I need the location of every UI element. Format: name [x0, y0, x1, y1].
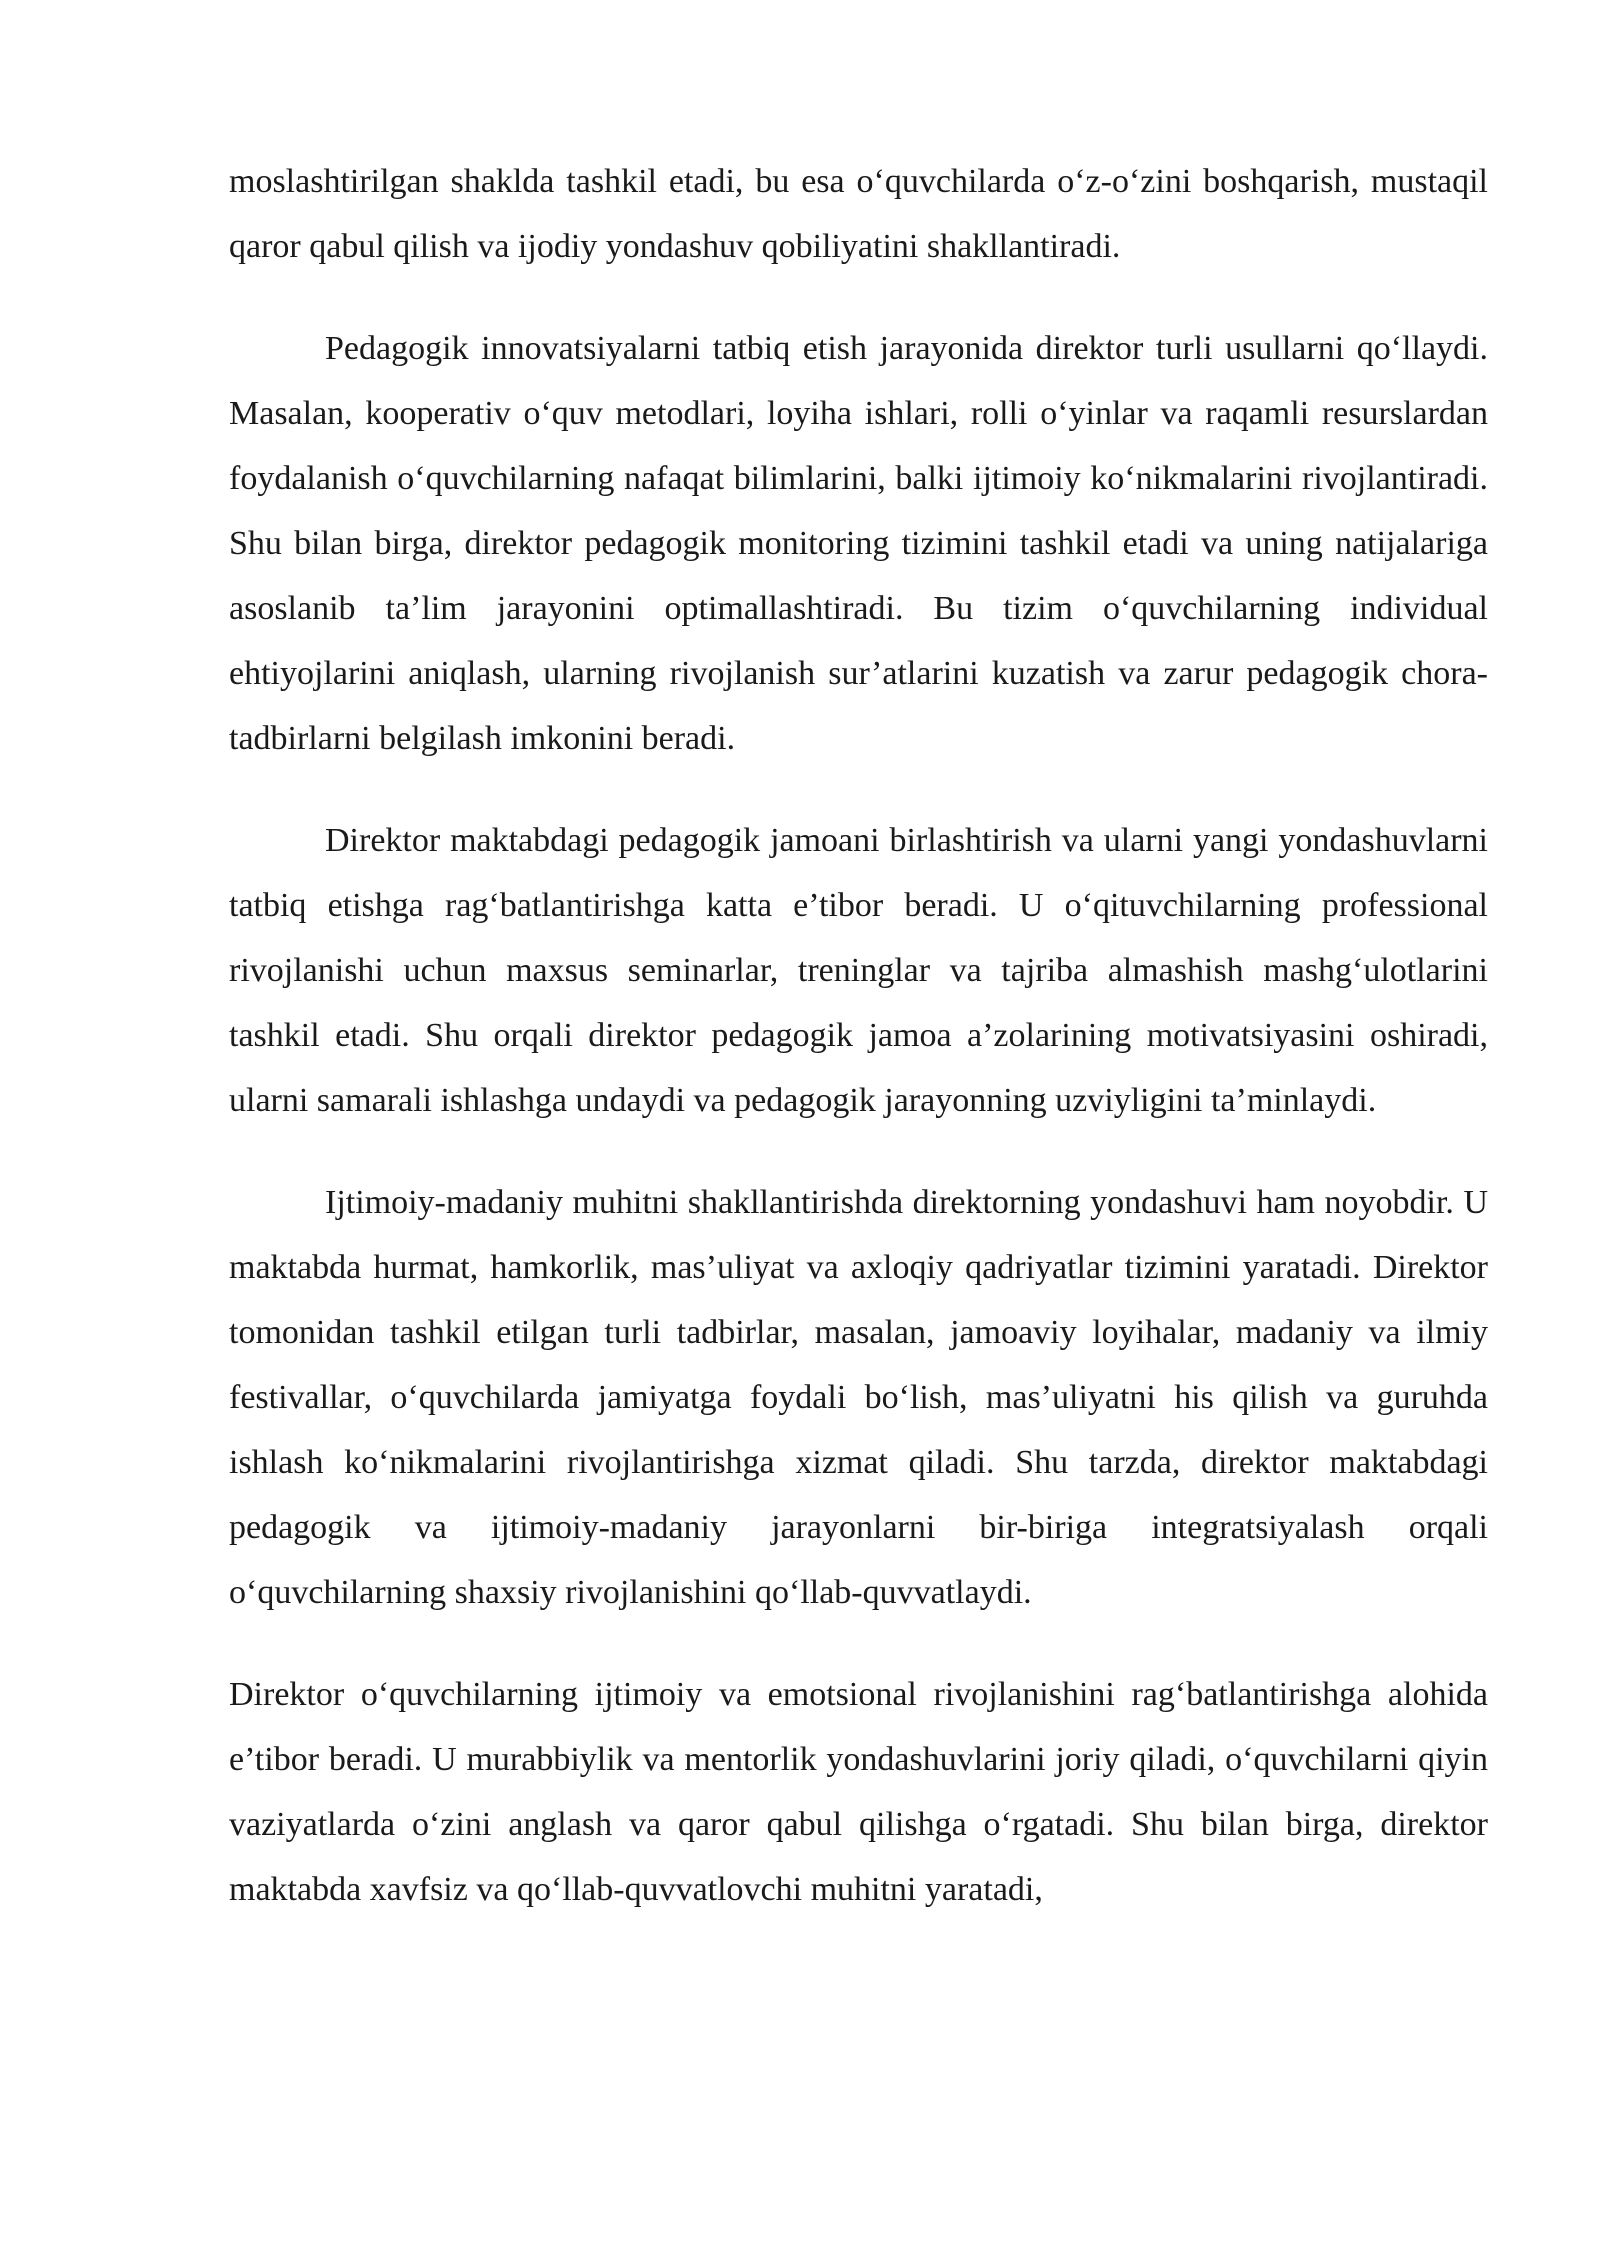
paragraph-5: Direktor o‘quvchilarning ijtimoiy va emotsional rivojlanishini rag‘batlantirishga alohida e’tibor beradi. U murabbiylik va mentorlik yondashuvlarini joriy qiladi, o‘quvchilarni qiyin vaziyatlarda o‘zini anglash va qaror qabul qilishga o‘rgatadi. Shu bilan birga, direktor maktabda xavfsiz va qo‘llab-quvvatlovchi muhitni yaratadi,: [229, 1676, 1488, 1908]
paragraph-4: Ijtimoiy-madaniy muhitni shakllantirishda direktorning yondashuvi ham noyobdir. U maktabda hurmat, hamkorlik, mas’uliyat va axloqiy qadriyatlar tizimini yaratadi. Direktor tomonidan tashkil etilgan turli tadbirlar, masalan, jamoaviy loyihalar, madaniy va ilmiy festivallar, o‘quvchilarda jamiyatga foydali bo‘lish, mas’uliyatni his qilish va guruhda ishlash ko‘nikmalarini rivojlantirishga xizmat qiladi. Shu tarzda, direktor maktabdagi pedagogik va ijtimoiy-madaniy jarayonlarni bir-biriga integratsiyalash orqali o‘quvchilarning shaxsiy rivojlanishini qo‘llab-quvvatlaydi.: [229, 1184, 1488, 1611]
paragraph-3: Direktor maktabdagi pedagogik jamoani birlashtirish va ularni yangi yondashuvlarni tatbiq etishga rag‘batlantirishga katta e’tibor beradi. U o‘qituvchilarning professional rivojlanishi uchun maxsus seminarlar, treninglar va tajriba almashish mashg‘ulotlarini tashkil etadi. Shu orqali direktor pedagogik jamoa a’zolarining motivatsiyasini oshiradi, ularni samarali ishlashga undaydi va pedagogik jarayonning uzviyligini ta’minlaydi.: [229, 822, 1488, 1119]
document-body: [229, 149, 1488, 1959]
paragraph-2: Pedagogik innovatsiyalarni tatbiq etish jarayonida direktor turli usullarni qo‘llaydi. Masalan, kooperativ o‘quv metodlari, loyiha ishlari, rolli o‘yinlar va raqamli resurslardan foydalanish o‘quvchilarning nafaqat bilimlarini, balki ijtimoiy ko‘nikmalarini rivojlantiradi. Shu bilan birga, direktor pedagogik monitoring tizimini tashkil etadi va uning natijalariga asoslanib ta’lim jarayonini optimallashtiradi. Bu tizim o‘quvchilarning individual ehtiyojlarini aniqlash, ularning rivojlanish sur’atlarini kuzatish va zarur pedagogik chora-tadbirlarni belgilash imkonini beradi.: [229, 330, 1488, 757]
paragraph-1: moslashtirilgan shaklda tashkil etadi, bu esa o‘quvchilarda o‘z-o‘zini boshqarish, mustaqil qaror qabul qilish va ijodiy yondashuv qobiliyatini shakllantiradi.: [229, 163, 1488, 265]
